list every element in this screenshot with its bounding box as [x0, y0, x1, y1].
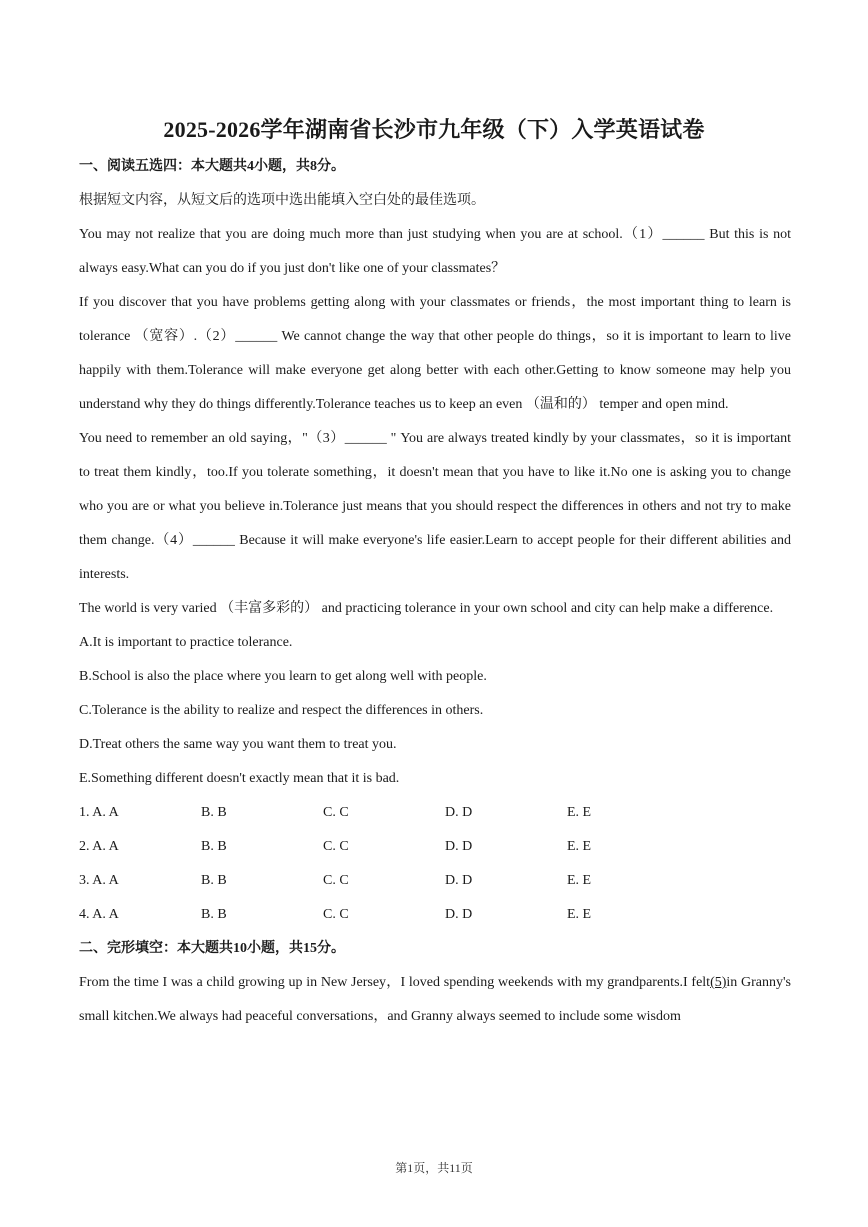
page-title: 2025-2026学年湖南省长沙市九年级（下）入学英语试卷 [163, 117, 705, 142]
page-number-footer: 第1页，共11页 [395, 1161, 473, 1175]
choice-c[interactable]: C. C [323, 907, 349, 922]
choice-d[interactable]: D. D [445, 873, 473, 888]
passage-paragraph-4: The world is very varied （丰富多彩的） and practicing tolerance in your own school and city can help make a difference. [79, 601, 774, 616]
question-row-3 [79, 864, 689, 898]
passage-paragraph-2: If you discover that you have problems getting along with your classmates or friends，the most important thing to learn is tolerance （宽容）.（2）______ We cannot change the way that other people do things，so it is important to learn to live happily with them.Tolerance will make everyone get along better with each other.Getting to know someone may help you understand why they do things differently.Tolerance teaches us to keep an even （温和的） temper and open mind. [79, 295, 791, 412]
cloze-text-before: From the time I was a child growing up in New Jersey，I loved spending weekends with my grandparents.I felt [79, 975, 711, 990]
passage-paragraph-1: You may not realize that you are doing much more than just studying when you are at school.（1）______ But this is not always easy.What can you do if you just don't like one of your classmates？ [79, 227, 791, 276]
option-b: B.School is also the place where you learn to get along well with people. [79, 669, 487, 684]
option-a: A.It is important to practice tolerance. [79, 635, 293, 650]
page-content [79, 150, 791, 1034]
choice-d[interactable]: D. D [445, 805, 473, 820]
choice-e[interactable]: E. E [567, 805, 592, 820]
cloze-text-after: in Granny's small kitchen.We always had peaceful conversations，and Granny always seemed to include some wisdom [79, 975, 791, 1024]
section-2-heading: 二、完形填空：本大题共10小题，共15分。 [79, 941, 345, 956]
choice-d[interactable]: D. D [445, 907, 473, 922]
choice-a[interactable]: 3. A. A [79, 873, 119, 888]
choice-b[interactable]: B. B [201, 839, 227, 854]
question-row-2 [79, 830, 689, 864]
question-row-4 [79, 898, 689, 932]
option-d: D.Treat others the same way you want them to treat you. [79, 737, 397, 752]
choice-e[interactable]: E. E [567, 839, 592, 854]
choice-a[interactable]: 2. A. A [79, 839, 119, 854]
choice-b[interactable]: B. B [201, 805, 227, 820]
choice-b[interactable]: B. B [201, 907, 227, 922]
choice-e[interactable]: E. E [567, 873, 592, 888]
section-1-instruction: 根据短文内容，从短文后的选项中选出能填入空白处的最佳选项。 [79, 193, 485, 208]
option-c: C.Tolerance is the ability to realize and respect the differences in others. [79, 703, 484, 718]
option-e: E.Something different doesn't exactly mean that it is bad. [79, 771, 400, 786]
choice-a[interactable]: 1. A. A [79, 805, 119, 820]
question-row-1 [79, 796, 689, 830]
cloze-paragraph [79, 966, 791, 1034]
choice-c[interactable]: C. C [323, 805, 349, 820]
choice-a[interactable]: 4. A. A [79, 907, 119, 922]
choice-d[interactable]: D. D [445, 839, 473, 854]
passage-paragraph-3: You need to remember an old saying，"（3）______ " You are always treated kindly by your classmates，so it is important to treat them kindly，too.If you tolerate something，it doesn't mean that you have to like it.No one is asking you to change who you are or what you believe in.Tolerance just means that you should respect the differences in others and not try to make them change.（4）______ Because it will make everyone's life easier.Learn to accept people for their different abilities and interests. [79, 431, 791, 582]
choice-e[interactable]: E. E [567, 907, 592, 922]
choice-b[interactable]: B. B [201, 873, 227, 888]
section-1-heading: 一、阅读五选四：本大题共4小题，共8分。 [79, 159, 345, 174]
choice-c[interactable]: C. C [323, 839, 349, 854]
cloze-blank: (5) [710, 975, 727, 990]
answer-choices-table [79, 796, 689, 932]
choice-c[interactable]: C. C [323, 873, 349, 888]
